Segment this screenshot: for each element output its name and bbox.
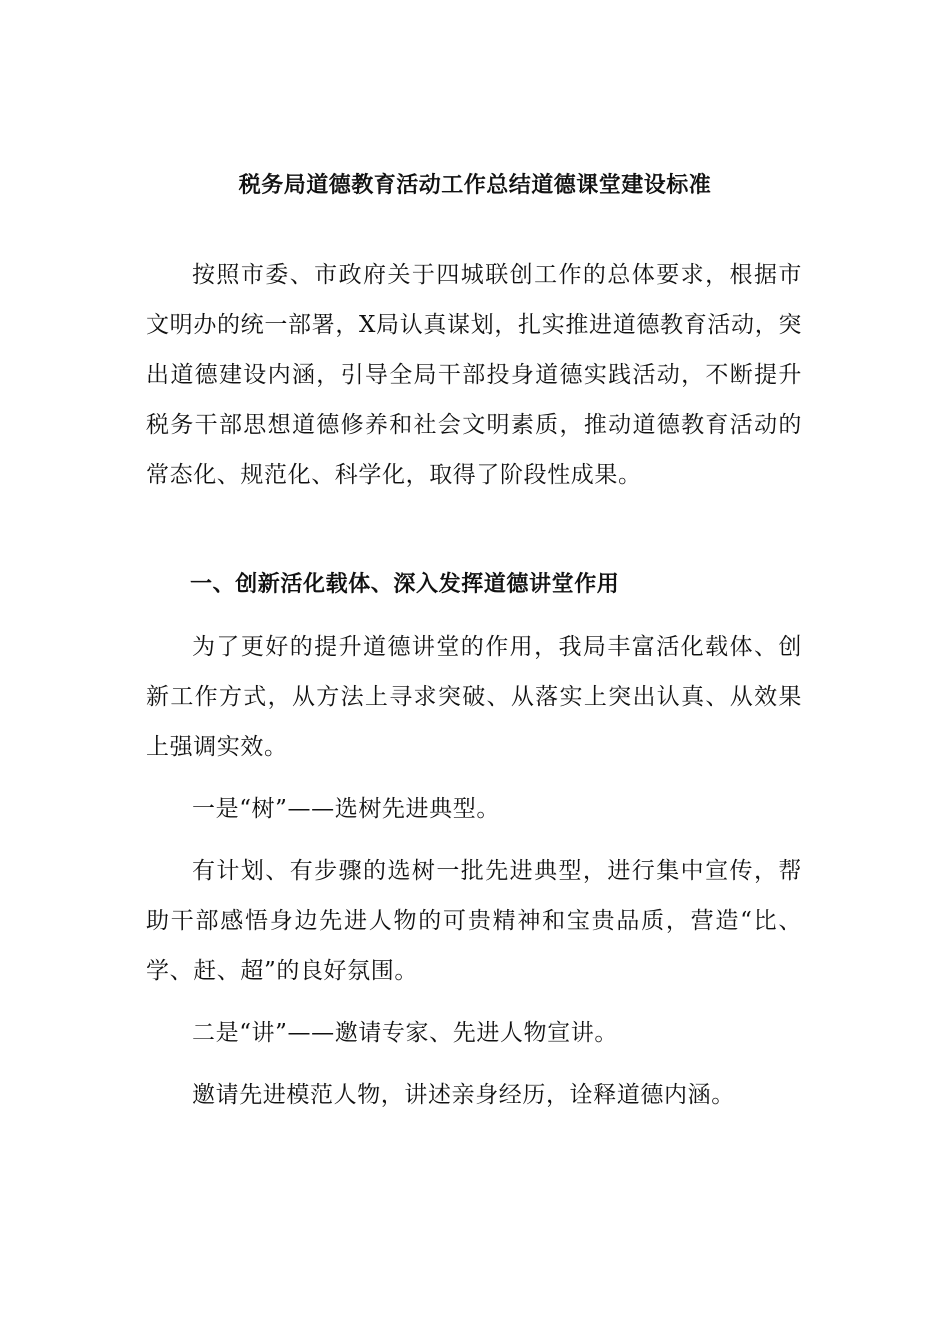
item-paragraph-jiang: 邀请先进模范人物，讲述亲身经历，诠释道德内涵。 <box>192 1082 735 1108</box>
section-paragraph: 为了更好的提升道德讲堂的作用，我局丰富活化载体、创新工作方式，从方法上寻求突破、从落实上突出认真、从效果上强调实效。 <box>146 634 802 760</box>
document-title: 税务局道德教育活动工作总结道德课堂建设标准 <box>238 173 712 198</box>
item-paragraph-shu: 有计划、有步骤的选树一批先进典型，进行集中宣传，帮助干部感悟身边先进人物的可贵精神和宝贵品质，营造“比、学、赶、超”的良好氛围。 <box>146 858 802 984</box>
item-heading-shu: 一是“树”——选树先进典型。 <box>192 796 500 822</box>
item-heading-jiang: 二是“讲”——邀请专家、先进人物宣讲。 <box>192 1020 618 1046</box>
intro-paragraph: 按照市委、市政府关于四城联创工作的总体要求，根据市文明办的统一部署，X局认真谋划，扎实推进道德教育活动，突出道德建设内涵，引导全局干部投身道德实践活动，不断提升税务干部思想道德修养和社会文明素质，推动道德教育活动的常态化、规范化、科学化，取得了阶段性成果。 <box>146 262 802 488</box>
section-heading: 一、创新活化载体、深入发挥道德讲堂作用 <box>190 572 620 597</box>
